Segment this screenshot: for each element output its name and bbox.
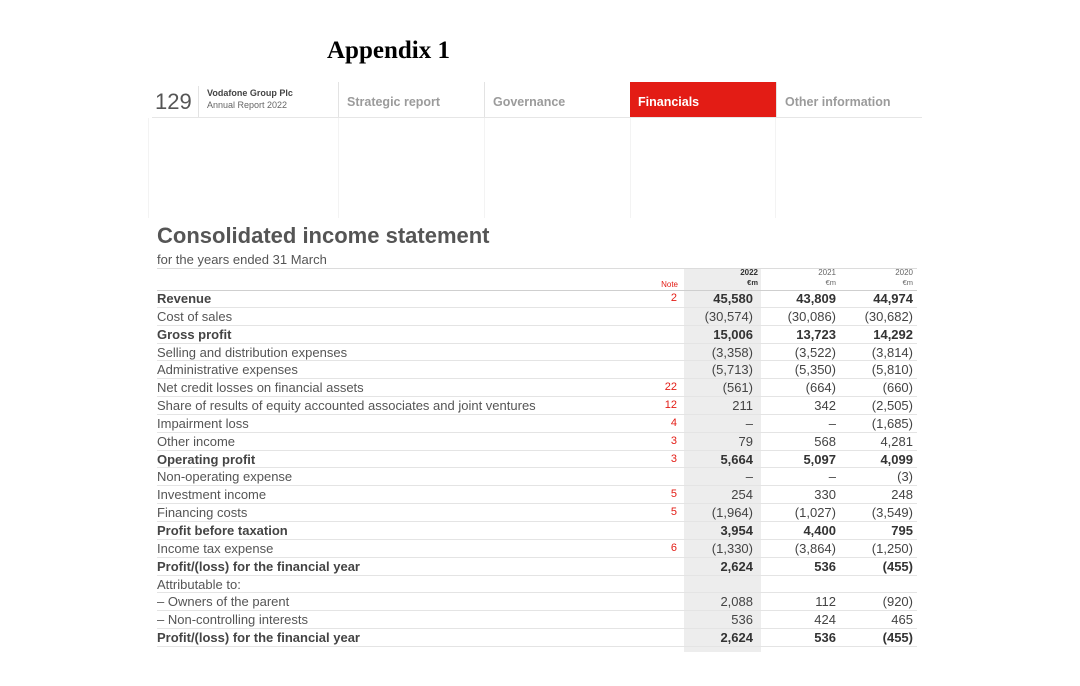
column-year: 2021 [818,268,836,277]
table-row [157,361,917,379]
value-2020: (455) [882,630,913,646]
table-row [157,611,917,629]
tab-financials[interactable]: Financials [630,82,776,117]
appendix-heading: Appendix 1 [327,37,450,64]
company-block [198,86,338,117]
value-2020: (30,682) [864,308,913,324]
value-2021: 330 [814,487,836,503]
income-statement-table [157,290,917,647]
value-2020: 14,292 [873,326,913,342]
table-row [157,468,917,486]
value-2020: (3,549) [871,505,913,521]
row-label: Profit/(loss) for the financial year [157,630,360,646]
value-2022: (561) [722,380,753,396]
value-2022: 45,580 [713,291,753,306]
value-2020: (1,685) [871,415,913,431]
tab-governance[interactable]: Governance [484,82,630,117]
note-column-header: Note [661,280,678,289]
value-2021: (3,522) [794,344,836,360]
value-2020: 4,281 [880,433,913,449]
background-divider [148,118,149,218]
value-2020: (660) [882,380,913,396]
value-2022: (5,713) [711,362,753,378]
row-note: 5 [670,506,677,519]
company-name: Vodafone Group Plc [207,88,293,98]
table-row [157,540,917,558]
value-2021: (664) [805,380,836,396]
row-label: Operating profit [157,451,256,467]
row-label: Net credit losses on financial assets [157,380,364,396]
column-unit: €m [747,278,758,287]
row-label: Income tax expense [157,540,274,556]
table-row [157,379,917,397]
value-2020: 248 [891,487,913,503]
column-header-2020 [843,268,913,288]
value-2022: 15,006 [713,326,753,342]
value-2022: – [745,415,753,431]
value-2021: (3,864) [794,540,836,556]
background-divider [338,118,339,218]
value-2022: (1,330) [711,540,753,556]
value-2021: 13,723 [796,326,836,342]
column-header-2022 [688,268,758,288]
report-header [152,82,922,118]
value-2021: 342 [814,398,836,414]
value-2021: 424 [814,612,836,628]
row-label: Impairment loss [157,415,249,431]
row-note: 2 [670,292,677,304]
table-row [157,486,917,504]
value-2021: (5,350) [794,362,836,378]
row-label: Other income [157,433,236,449]
tab-strategic-report[interactable]: Strategic report [338,82,484,117]
table-row [157,433,917,451]
statement-title: Consolidated income statement [157,223,490,248]
background-divider [630,118,631,218]
value-2021: – [828,415,836,431]
value-2022: (3,358) [711,344,753,360]
value-2022: 5,664 [720,451,753,467]
row-label: Administrative expenses [157,362,298,378]
value-2020: (455) [882,558,913,574]
value-2021: (30,086) [787,308,836,324]
row-label: Non-operating expense [157,469,293,485]
page-number: 129 [155,89,192,114]
column-header-2021 [766,268,836,288]
value-2020: (2,505) [871,398,913,414]
row-note: 4 [670,416,677,429]
row-note: 5 [670,488,677,501]
value-2022: 254 [731,487,753,503]
value-2022: – [745,469,753,485]
value-2021: 568 [814,433,836,449]
row-label: Financing costs [157,505,248,521]
row-note: 22 [664,381,677,394]
value-2020: (3,814) [871,344,913,360]
value-2020: 795 [891,522,913,538]
column-unit: €m [902,278,913,287]
value-2022: 2,624 [720,630,753,646]
table-row [157,290,917,308]
value-2022: (30,574) [704,308,753,324]
value-2022: (1,964) [711,505,753,521]
table-row [157,522,917,540]
value-2021: 536 [814,630,836,646]
row-label: Profit/(loss) for the financial year [157,558,360,574]
row-label: – Non-controlling interests [157,612,309,628]
row-label: Profit before taxation [157,522,288,538]
row-label: – Owners of the parent [157,594,290,610]
table-row [157,629,917,647]
value-2021: 5,097 [803,451,836,467]
table-row [157,326,917,344]
row-label: Share of results of equity accounted associates and joint ventures [157,398,536,414]
value-2021: 4,400 [803,522,836,538]
value-2021: – [828,469,836,485]
value-2020: (5,810) [871,362,913,378]
background-divider [775,118,776,218]
table-row [157,397,917,415]
column-year: 2022 [740,268,758,277]
value-2021: 43,809 [796,291,836,306]
value-2020: (1,250) [871,540,913,556]
value-2021: 536 [814,558,836,574]
table-row [157,451,917,469]
row-note: 6 [670,541,677,554]
value-2020: (920) [882,594,913,610]
table-row [157,593,917,611]
value-2020: 4,099 [880,451,913,467]
value-2020: 44,974 [873,291,913,306]
table-row [157,415,917,433]
value-2022: 2,088 [720,594,753,610]
value-2020: 465 [891,612,913,628]
row-label: Investment income [157,487,267,503]
row-note: 3 [670,434,677,447]
report-name: Annual Report 2022 [207,100,288,110]
row-label: Revenue [157,291,212,306]
row-note: 12 [664,399,677,412]
table-row [157,308,917,326]
statement-subtitle: for the years ended 31 March [157,252,327,267]
row-note: 3 [670,452,677,465]
table-row [157,344,917,362]
column-unit: €m [825,278,836,287]
tab-other-information[interactable]: Other information [776,82,922,117]
table-row [157,576,917,594]
value-2022: 536 [731,612,753,628]
row-label: Gross profit [157,326,232,342]
table-row [157,504,917,522]
row-label: Cost of sales [157,308,233,324]
value-2022: 2,624 [720,558,753,574]
background-divider [484,118,485,218]
value-2022: 79 [738,433,753,449]
value-2020: (3) [897,469,913,485]
row-label: Attributable to: [157,576,241,592]
value-2021: (1,027) [794,505,836,521]
value-2021: 112 [815,594,836,610]
row-label: Selling and distribution expenses [157,344,348,360]
value-2022: 3,954 [720,522,753,538]
truncated-row [157,648,297,652]
column-year: 2020 [895,268,913,277]
value-2022: 211 [732,398,753,414]
table-row [157,558,917,576]
